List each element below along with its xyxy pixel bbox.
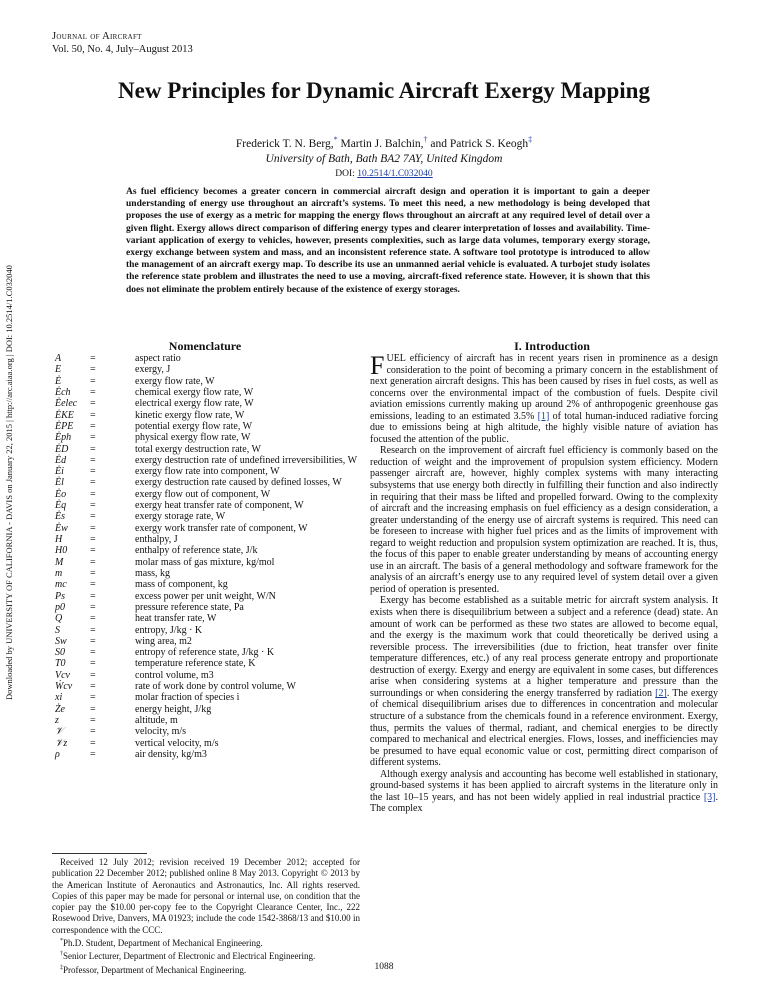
nomenclature-symbol: 𝒱z [55, 737, 68, 749]
nomenclature-definition: enthalpy, J [135, 534, 178, 545]
equals-sign: = [90, 545, 96, 557]
nomenclature-definition: total exergy destruction rate, W [135, 443, 261, 455]
intro-paragraph-1 [370, 353, 718, 445]
nomenclature-entry [55, 444, 357, 455]
footnote-3-mark: ‡ [60, 964, 63, 971]
nomenclature-list [55, 353, 357, 760]
nomenclature-entry [55, 658, 357, 669]
nomenclature-definition: entropy of reference state, J/kg · K [135, 647, 275, 659]
nomenclature-definition: exergy flow out of component, W [135, 488, 271, 500]
nomenclature-definition: altitude, m [135, 715, 178, 726]
equals-sign: = [90, 522, 96, 534]
equals-sign: = [90, 500, 96, 512]
nomenclature-entry [55, 353, 357, 364]
nomenclature-symbol: Ėelec [55, 398, 78, 410]
intro-p1-end: of total human-induced radiative forcing due to emissions being at high altitude, the highly visible nature of aviation has focused the attention of the public. [370, 410, 718, 445]
equals-sign: = [90, 669, 96, 681]
author-2-mark[interactable]: † [423, 135, 428, 144]
intro-paragraph-4 [370, 769, 718, 815]
nomenclature-entry [55, 421, 357, 432]
footnotes [52, 857, 360, 976]
intro-p4-end: . The complex [370, 791, 718, 815]
journal-name: Journal of Aircraft [52, 31, 142, 42]
nomenclature-definition: mass, kg [135, 567, 170, 579]
nomenclature-entry [55, 692, 357, 703]
nomenclature-entry [55, 670, 357, 681]
equals-sign: = [90, 386, 96, 398]
nomenclature-entry [55, 376, 357, 387]
nomenclature-definition: exergy, J [135, 364, 171, 376]
nomenclature-symbol: ĖD [55, 443, 69, 455]
nomenclature-definition: air density, kg/m3 [135, 748, 207, 760]
nomenclature-symbol: xi [55, 692, 63, 704]
nomenclature-definition: rate of work done by control volume, W [135, 681, 296, 693]
nomenclature-entry [55, 477, 357, 488]
nomenclature-symbol: Ps [55, 590, 65, 602]
nomenclature-symbol: Ėph [55, 432, 72, 444]
equals-sign: = [90, 398, 96, 410]
footnote-3-text: Professor, Department of Mechanical Engineering. [63, 964, 247, 975]
journal-volume: Vol. 50, No. 4, July–August 2013 [52, 44, 193, 55]
equals-sign: = [90, 579, 96, 591]
nomenclature-symbol: ĖPE [55, 420, 74, 432]
nomenclature-definition: energy height, J/kg [135, 703, 212, 715]
nomenclature-entry [55, 726, 357, 737]
citation-link-3[interactable]: [3] [703, 791, 716, 803]
nomenclature-symbol: Vcv [55, 669, 70, 681]
nomenclature-definition: wing area, m2 [135, 635, 192, 647]
author-1: Frederick T. N. Berg, [235, 137, 334, 150]
equals-sign: = [90, 726, 96, 738]
nomenclature-symbol: Ės [55, 511, 65, 523]
nomenclature-symbol: Ėq [55, 500, 67, 512]
nomenclature-entry [55, 511, 357, 522]
nomenclature-symbol: z [55, 715, 59, 726]
drop-cap: F [370, 351, 385, 380]
nomenclature-symbol: S0 [55, 647, 65, 659]
equals-sign: = [90, 443, 96, 455]
nomenclature-definition: kinetic exergy flow rate, W [135, 409, 245, 421]
nomenclature-entry [55, 568, 357, 579]
footnote-2 [52, 949, 360, 962]
equals-sign: = [90, 590, 96, 602]
nomenclature-symbol: m [55, 567, 63, 579]
page-number: 1088 [374, 962, 394, 972]
nomenclature-symbol: H [55, 534, 63, 545]
equals-sign: = [90, 477, 96, 489]
nomenclature-definition: temperature reference state, K [135, 658, 256, 670]
citation-link-1[interactable]: [1] [537, 410, 550, 422]
nomenclature-definition: exergy flow rate, W [135, 375, 215, 387]
nomenclature-symbol: Ėo [55, 488, 67, 500]
nomenclature-entry [55, 591, 357, 602]
nomenclature-definition: chemical exergy flow rate, W [135, 386, 254, 398]
doi-link[interactable]: 10.2514/1.C032040 [357, 169, 433, 179]
nomenclature-entry [55, 647, 357, 658]
citation-link-2[interactable]: [2] [655, 687, 667, 699]
nomenclature-symbol: H0 [55, 545, 68, 557]
doi-label: DOI: [335, 169, 358, 179]
equals-sign: = [90, 737, 96, 749]
nomenclature-entry [55, 715, 357, 726]
nomenclature-entry [55, 500, 357, 511]
nomenclature-symbol: Ėw [55, 522, 68, 534]
download-sidebar: Downloaded by UNIVERSITY OF CALIFORNIA - DAVIS on January 22, 2015 | http://arc.aiaa.org | DOI: 10.2514/1.C032040 [4, 265, 14, 700]
nomenclature-symbol: T0 [55, 658, 66, 670]
intro-p3-end: . The exergy of chemical disequilibrium arises due to differences in concentration and molecular structure of a substance from the chemicals found in a reference environment. Exergy, thus, permits the values of thermal, radiant, and chemical energies to be directly compared to mechanical and electrical energies. Flows, losses, and inefficiencies may be presumed to have equal economic value or cost, permitting direct comparison of different systems. [370, 687, 718, 769]
author-3-mark[interactable]: ‡ [528, 135, 533, 144]
nomenclature-symbol: ĖKE [55, 409, 74, 421]
nomenclature-symbol: Sw [55, 635, 67, 647]
equals-sign: = [90, 432, 96, 444]
equals-sign: = [90, 353, 96, 364]
nomenclature-entry [55, 613, 357, 624]
paper-title: New Principles for Dynamic Aircraft Exergy Mapping [118, 78, 650, 103]
nomenclature-definition: velocity, m/s [135, 726, 187, 738]
nomenclature-symbol: Ėi [55, 466, 64, 478]
nomenclature-symbol: Q [55, 613, 63, 625]
nomenclature-entry [55, 398, 357, 409]
nomenclature-entry [55, 625, 357, 636]
nomenclature-entry [55, 523, 357, 534]
equals-sign: = [90, 556, 96, 568]
equals-sign: = [90, 681, 96, 693]
equals-sign: = [90, 488, 96, 500]
nomenclature-entry [55, 749, 357, 760]
nomenclature-symbol: Ẇcv [55, 681, 73, 693]
equals-sign: = [90, 715, 96, 726]
nomenclature-entry [55, 704, 357, 715]
nomenclature-definition: electrical exergy flow rate, W [135, 398, 254, 410]
equals-sign: = [90, 658, 96, 670]
equals-sign: = [90, 692, 96, 704]
nomenclature-entry [55, 432, 357, 443]
equals-sign: = [90, 409, 96, 421]
footnote-1 [52, 936, 360, 949]
nomenclature-definition: mass of component, kg [135, 579, 228, 591]
equals-sign: = [90, 613, 96, 625]
nomenclature-definition: exergy heat transfer rate of component, W [135, 500, 304, 512]
equals-sign: = [90, 748, 96, 760]
nomenclature-entry [55, 545, 357, 556]
equals-sign: = [90, 567, 96, 579]
equals-sign: = [90, 601, 96, 613]
footnote-1-text: Ph.D. Student, Department of Mechanical Engineering. [63, 938, 263, 949]
nomenclature-symbol: Ėl [55, 477, 64, 489]
nomenclature-symbol: Że [55, 703, 65, 715]
nomenclature-symbol: ρ [55, 748, 60, 760]
equals-sign: = [90, 375, 96, 387]
nomenclature-definition: pressure reference state, Pa [135, 601, 244, 613]
abstract: As fuel efficiency becomes a greater concern in commercial aircraft design and operation it is important to gain a deeper understanding of energy use throughout an aircraft’s systems. To meet this need, a new methodology is being developed that proposes the use of exergy as a metric for mapping the energy flows throughout an aircraft at any required level of detail over a given flight. Exergy allows direct comparison of differing energy types and clearer interpretation of losses and availability. Time-variant application of exergy to vehicles, however, presents complexities, such as large data volumes, temporary exergy storage, exergy exchange between system and mass, and an inconsistent reference state. A software tool prototype is introduced to allow the management of an aircraft exergy map. To describe its use an unmanned aerial vehicle is evaluated. A turbojet study isolates the reference state problem and illustrates the need to use a moving, aircraft-fixed reference state. However, it is shown that this does not eliminate the problem entirely because of the existence of exergy storages. [126, 187, 650, 295]
affiliation: University of Bath, Bath BA2 7AY, United Kingdom [265, 152, 503, 165]
nomenclature-definition: potential exergy flow rate, W [135, 420, 253, 432]
equals-sign: = [90, 511, 96, 523]
nomenclature-symbol: p0 [55, 601, 65, 613]
nomenclature-definition: molar mass of gas mixture, kg/mol [135, 556, 275, 568]
nomenclature-symbol: Ėd [55, 454, 67, 466]
nomenclature-entry [55, 579, 357, 590]
footnote-1-mark: * [60, 938, 63, 945]
nomenclature-entry [55, 364, 357, 375]
footnote-received: Received 12 July 2012; revision received 19 December 2012; accepted for publication 22 December 2012; published online 8 May 2013. Copyright © 2013 by the American Institute of Aeronautics and Astronautics, Inc. All rights reserved. Copies of this paper may be made for personal or internal use, on condition that the copier pay the $10.00 per-copy fee to the Copyright Clearance Center, Inc., 222 Rosewood Drive, Danvers, MA 01923; include the code 1542-3868/13 and $10.00 in correspondence with the CCC. [52, 857, 360, 935]
nomenclature-entry [55, 557, 357, 568]
nomenclature-entry [55, 410, 357, 421]
introduction-body [370, 353, 718, 815]
nomenclature-entry [55, 636, 357, 647]
equals-sign: = [90, 420, 96, 432]
nomenclature-definition: aspect ratio [135, 353, 181, 364]
nomenclature-heading: Nomenclature [168, 339, 242, 353]
equals-sign: = [90, 624, 96, 636]
introduction-heading: I. Introduction [514, 339, 590, 353]
equals-sign: = [90, 364, 96, 376]
nomenclature-entry [55, 466, 357, 477]
intro-paragraph-3 [370, 595, 718, 768]
intro-p4-text: Although exergy analysis and accounting has become well established in stationary, ground-based systems it has been applied to aircraft systems in the literature only in the last 10–15 years, and has not been widely applied in real industrial practice [370, 768, 718, 803]
doi-line [0, 169, 768, 179]
intro-paragraph-2: Research on the improvement of aircraft fuel efficiency is commonly based on the reduction of weight and the improvement of propulsion system efficiency. Modern passenger aircraft are, however, highly complex systems with many interacting subsystems that use energy both directly in fulfilling their function and also indirectly in requiring that their mass be lifted and propelled forward. Owing to the complexity of aircraft and the increasing emphasis on fuel efficiency as a design consideration, a greater understanding of the energy use of aircraft systems is required. This need can be foreseen to increase with higher fuel prices and as the limits of improvement with regard to weight reduction and propulsion system optimization are reached. It is, thus, the focus of this paper to enable greater understanding by means of accounting energy use in an aircraft. The basis of a general methodology and software framework for the analysis of an aircraft’s energy use to any required level of system detail over a given period of operation is presented. [370, 445, 718, 595]
author-2: Martin J. Balchin, [337, 137, 424, 150]
equals-sign: = [90, 635, 96, 647]
footnote-divider [52, 853, 147, 854]
nomenclature-symbol: 𝒱 [55, 726, 64, 738]
nomenclature-entry [55, 455, 357, 466]
nomenclature-definition: enthalpy of reference state, J/k [135, 545, 258, 557]
nomenclature-definition: control volume, m3 [135, 669, 214, 681]
nomenclature-symbol: Ėch [55, 386, 71, 398]
nomenclature-symbol: Ė [55, 375, 62, 387]
nomenclature-definition: molar fraction of species i [135, 692, 240, 704]
nomenclature-entry [55, 489, 357, 500]
nomenclature-definition: exergy work transfer rate of component, W [135, 522, 308, 534]
author-3: and Patrick S. Keogh [427, 137, 529, 150]
intro-p3-text: Exergy has become established as a suitable metric for aircraft system analysis. It exists when there is disequilibrium between a subject and a reference (dead) state. An amount of work can be performed as these two states are allowed to become equal, and the exergy is the maximum work that could theoretically be derived using a reversible process. The irreversibilities (due to friction, heat transfer over finite temperature differences, etc.) of any real process generate entropy and proportionate destruction of exergy. Exergy and energy are equivalent in some cases, but differences arise when considering systems at a higher temperature and pressure than the surroundings or when considering the energy transferred by radiation [370, 595, 718, 699]
nomenclature-definition: vertical velocity, m/s [135, 737, 219, 749]
footnote-2-mark: † [60, 951, 63, 958]
author-block [0, 132, 768, 167]
nomenclature-definition: exergy destruction rate of undefined irreversibilities, W [135, 454, 358, 466]
nomenclature-definition: heat transfer rate, W [135, 613, 217, 625]
equals-sign: = [90, 703, 96, 715]
nomenclature-symbol: S [55, 624, 60, 636]
equals-sign: = [90, 454, 96, 466]
nomenclature-symbol: A [55, 353, 62, 364]
nomenclature-entry [55, 738, 357, 749]
nomenclature-definition: entropy, J/kg · K [135, 624, 203, 636]
nomenclature-definition: exergy flow rate into component, W [135, 466, 280, 478]
nomenclature-symbol: M [55, 556, 64, 568]
nomenclature-definition: physical exergy flow rate, W [135, 432, 251, 444]
equals-sign: = [90, 466, 96, 478]
nomenclature-entry [55, 534, 357, 545]
equals-sign: = [90, 647, 96, 659]
nomenclature-entry [55, 387, 357, 398]
equals-sign: = [90, 534, 96, 545]
nomenclature-definition: exergy destruction rate caused by defined losses, W [135, 477, 342, 489]
nomenclature-symbol: E [55, 364, 62, 376]
nomenclature-symbol: mc [55, 579, 67, 591]
nomenclature-definition: excess power per unit weight, W/N [135, 590, 276, 602]
intro-p1-text: UEL efficiency of aircraft has in recent years risen in prominence as a design consideration to the point of becoming a primary concern in the establishment of next generation aircraft designs. This has been caused by rises in fuel costs, as well as concerns over the environmental impact of the combustion of fuels. Despite civil aviation emissions currently making up around 2% of anthropogenic greenhouse gas emissions, leading to an estimated 3.5% [370, 353, 718, 422]
author-1-mark[interactable]: * [333, 135, 338, 144]
footnote-2-text: Senior Lecturer, Department of Electronic and Electrical Engineering. [63, 951, 316, 962]
nomenclature-entry [55, 681, 357, 692]
journal-header [52, 30, 193, 56]
nomenclature-definition: exergy storage rate, W [135, 511, 226, 523]
nomenclature-entry [55, 602, 357, 613]
